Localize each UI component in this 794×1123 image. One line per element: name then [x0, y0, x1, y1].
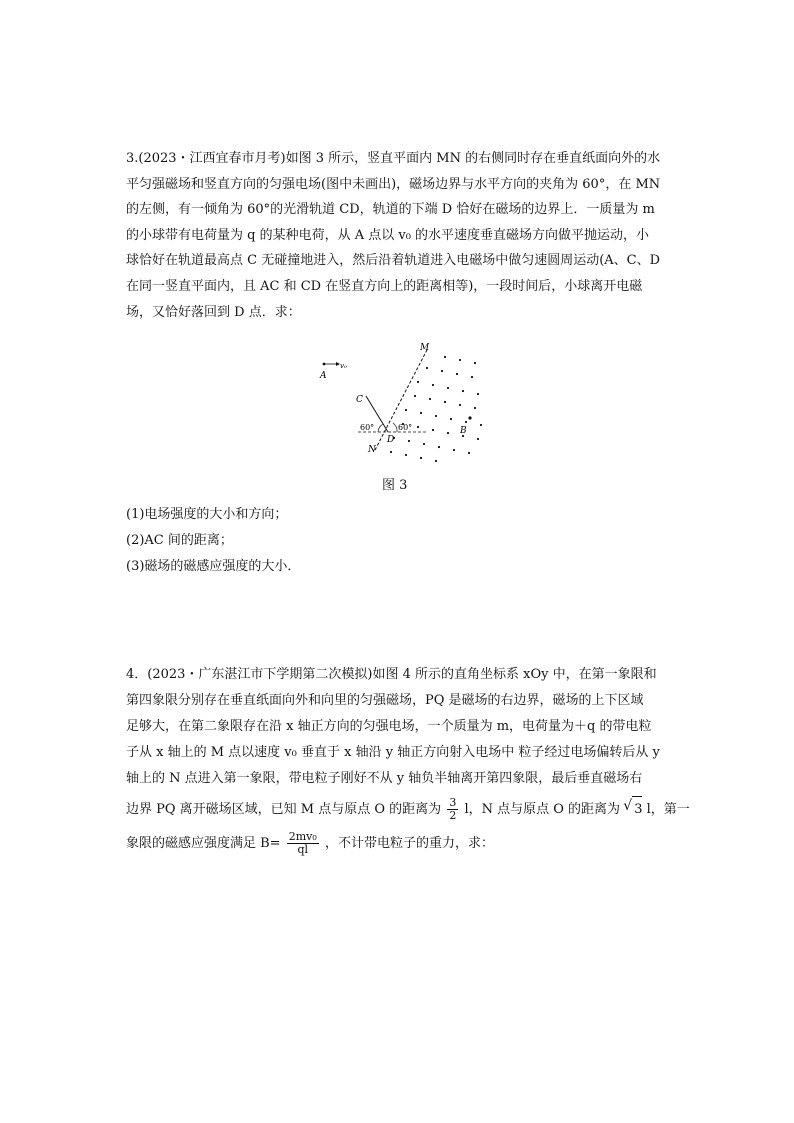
problem-3-line-7: 场，又恰好落回到 D 点．求： [126, 304, 301, 320]
problem-4-line-2: 第四象限分别存在垂直纸面向外和向里的匀强磁场，PQ 是磁场的右边界，磁场的上下区域 [126, 693, 644, 708]
line-7-text-b: ，不计带电粒子的重力，求： [324, 836, 494, 851]
field-dot [474, 407, 476, 409]
fraction-numerator: 3 [449, 796, 457, 809]
angle-arc-left [378, 424, 383, 432]
label-c: C [356, 395, 363, 405]
field-dot [477, 393, 479, 395]
label-angle-right: 60° [398, 423, 413, 432]
problem-3-line-3: 的左侧，有一倾角为 60°的光滑轨道 CD，轨道的下端 D 恰好在磁场的边界上．一质量为 m [126, 202, 655, 218]
field-dot [462, 390, 464, 392]
field-dot [450, 418, 452, 420]
line-6-text-a: 边界 PQ 离开磁场区域，已知 M 点与原点 O 的距离为 [126, 802, 442, 817]
problem-3-statement [126, 146, 678, 325]
field-dot [426, 367, 428, 369]
field-dot [414, 395, 416, 397]
field-dot [432, 429, 434, 431]
problem-4-line-7 [126, 831, 678, 857]
point-b [468, 416, 471, 419]
problem-3-line-2: 平匀强磁场和竖直方向的匀强电场(图中未画出)，磁场边界与水平方向的夹角为 60°，在 MN [126, 176, 661, 192]
problem-4-line-4: 子从 x 轴上的 M 点以速度 v₀ 垂直于 x 轴沿 y 轴正方向射入电场中 粒子经过电场偏转后从 y [126, 745, 660, 760]
field-dot [417, 381, 419, 383]
problem-4-line-3: 足够大，在第二象限存在沿 x 轴正方向的匀强电场，一个质量为 m，电荷量为＋q 的带电粒 [126, 719, 652, 734]
field-dot [480, 424, 482, 426]
label-d: D [387, 435, 395, 445]
field-dot [438, 446, 440, 448]
problem-3-line-5: 球恰好在轨道最高点 C 无碰撞地进入，然后沿着轨道进入电磁场中做匀速圆周运动(A、C、D [126, 253, 661, 269]
label-a: A [320, 371, 327, 381]
field-dot [420, 412, 422, 414]
fraction-b-formula [287, 831, 319, 856]
problem-4-line-5: 轴上的 N 点进入第一象限，带电粒子刚好不从 y 轴负半轴离开第四象限，最后垂直磁场右 [126, 771, 643, 786]
line-7-text-a: 象限的磁感应强度满足 B= [126, 836, 281, 851]
field-dot [441, 370, 443, 372]
field-dot [435, 460, 437, 462]
formula-denominator: ql [297, 843, 309, 856]
field-dot [447, 432, 449, 434]
field-dot [429, 398, 431, 400]
boundary-mn-line [375, 348, 428, 450]
field-dot [390, 451, 392, 453]
field-dot [468, 452, 470, 454]
field-dot [408, 440, 410, 442]
fraction-denominator: 2 [449, 809, 457, 822]
figure-3-svg [300, 334, 510, 484]
field-dot [405, 409, 407, 411]
problem-3-line-1: 3.(2023・江西宜春市月考)如图 3 所示，竖直平面内 MN 的右侧同时存在垂直纸面向外的水 [126, 151, 661, 166]
line-6-text-b: l，N 点与原点 O 的距离为 [464, 802, 621, 817]
sqrt-three: √ 3 [632, 796, 642, 823]
field-dot [465, 421, 467, 423]
field-dots [390, 356, 482, 462]
field-dot [459, 359, 461, 361]
figure-3-caption: 图 3 [382, 478, 408, 493]
line-6-text-c: l，第一 [646, 802, 690, 817]
problem-4-line-1: 4．(2023・广东湛江市下学期第二次模拟)如图 4 所示的直角坐标系 xOy 中，在第一象限和 [126, 667, 657, 682]
figure-3-diagram [300, 334, 510, 484]
field-dot [444, 356, 446, 358]
field-dot [405, 454, 407, 456]
field-dot [477, 438, 479, 440]
problem-4-statement [126, 662, 690, 857]
field-dot [420, 457, 422, 459]
field-dot [435, 415, 437, 417]
question-3: (3)磁场的磁感应强度的大小． [126, 559, 301, 574]
field-dot [453, 449, 455, 451]
angle-arc-right [393, 423, 397, 432]
problem-3-line-6: 在同一竖直平面内，且 AC 和 CD 在竖直方向上的距离相等)，一段时间后，小球离开电磁 [126, 278, 643, 294]
problem-3-questions [126, 502, 300, 580]
label-m: M [420, 343, 430, 353]
field-dot [471, 376, 473, 378]
field-dot [423, 443, 425, 445]
fraction-three-halves [447, 797, 458, 822]
label-n: N [368, 445, 376, 455]
field-dot [432, 384, 434, 386]
question-2: (2)AC 间的距离； [126, 533, 233, 548]
field-dot [417, 426, 419, 428]
label-b: B [460, 426, 467, 436]
field-dot [447, 387, 449, 389]
field-dot [474, 362, 476, 364]
label-angle-left: 60° [360, 423, 375, 432]
formula-numerator: 2mv₀ [288, 830, 317, 843]
field-dot [444, 401, 446, 403]
question-1: (1)电场强度的大小和方向； [126, 507, 288, 522]
problem-4-line-6 [126, 796, 690, 823]
field-dot [456, 373, 458, 375]
label-v0: v₀ [340, 362, 347, 370]
field-dot [459, 404, 461, 406]
problem-3-line-4: 的小球带有电荷量为 q 的某种电荷，从 A 点以 v₀ 的水平速度垂直磁场方向做平抛运动，小 [126, 227, 650, 243]
